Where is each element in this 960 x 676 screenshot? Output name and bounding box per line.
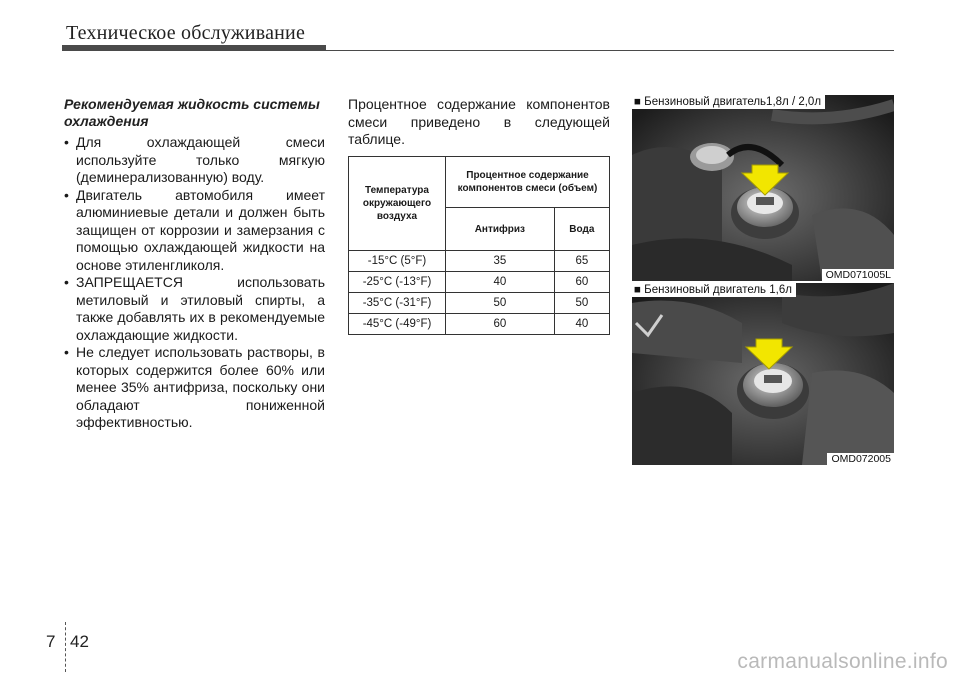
cell-temp: -15°C (5°F) [349,251,446,272]
cell-temp: -25°C (-13°F) [349,272,446,293]
header-bar [62,45,326,51]
coolant-bullets [64,134,325,432]
cell-antifreeze: 35 [446,251,555,272]
cell-water: 40 [554,314,609,335]
cell-water: 65 [554,251,609,272]
footer-separator [65,622,66,672]
figures-column [632,95,894,465]
watermark: carmanualsonline.info [737,650,948,673]
header-antifreeze: Антифриз [446,208,555,251]
bullet-item: • Не следует использовать растворы, в которых содержится более 60% или менее 35% антифриза, поскольку они обладают пониженной эффективностью. [64,344,325,432]
mixture-section [348,96,610,330]
table-row [349,251,610,272]
cell-water: 50 [554,293,609,314]
table-row [349,314,610,335]
cell-temp: -45°C (-49°F) [349,314,446,335]
figure-label: ■ Бензиновый двигатель 1,6л [632,283,796,297]
mixture-intro: Процентное содержание компонентов смеси приведено в следующей таблице. [348,96,610,147]
chapter-number: 7 [46,632,56,651]
cell-temp: -35°C (-31°F) [349,293,446,314]
header-temperature: Температура окружающего воздуха [349,157,446,251]
header-percent: Процентное содержание компонентов смеси (объем) [446,157,610,208]
mixture-table [348,156,610,335]
header-water: Вода [554,208,609,251]
header-rule [326,50,894,51]
figure-code: OMD072005 [827,453,894,465]
table-row [349,272,610,293]
engine-photo-1-image [632,95,894,281]
cell-antifreeze: 60 [446,314,555,335]
page-number: 42 [70,632,89,651]
figure-code: OMD071005L [822,269,894,281]
cell-antifreeze: 40 [446,272,555,293]
section-title: Рекомендуемая жидкость системы охлаждения [64,96,320,129]
coolant-section [64,96,325,432]
engine-photo-2-image [632,283,894,465]
bullet-item: • ЗАПРЕЩАЕТСЯ использовать метиловый и этиловый спирты, а также добавлять их в рекомендуемые охлаждающие жидкости. [64,274,325,344]
engine-photo-2 [632,283,894,465]
table-row [349,293,610,314]
bullet-item: • Двигатель автомобиля имеет алюминиевые детали и должен быть защищен от коррозии и замерзания с помощью охлаждающей жидкости на основе этиленгликоля. [64,187,325,275]
cell-antifreeze: 50 [446,293,555,314]
engine-photo-1 [632,95,894,281]
bullet-item: • Для охлаждающей смеси используйте только мягкую (деминерализованную) воду. [64,134,325,187]
cell-water: 60 [554,272,609,293]
figure-label: ■ Бензиновый двигатель1,8л / 2,0л [632,95,825,109]
page-header-title: Техническое обслуживание [66,22,306,44]
